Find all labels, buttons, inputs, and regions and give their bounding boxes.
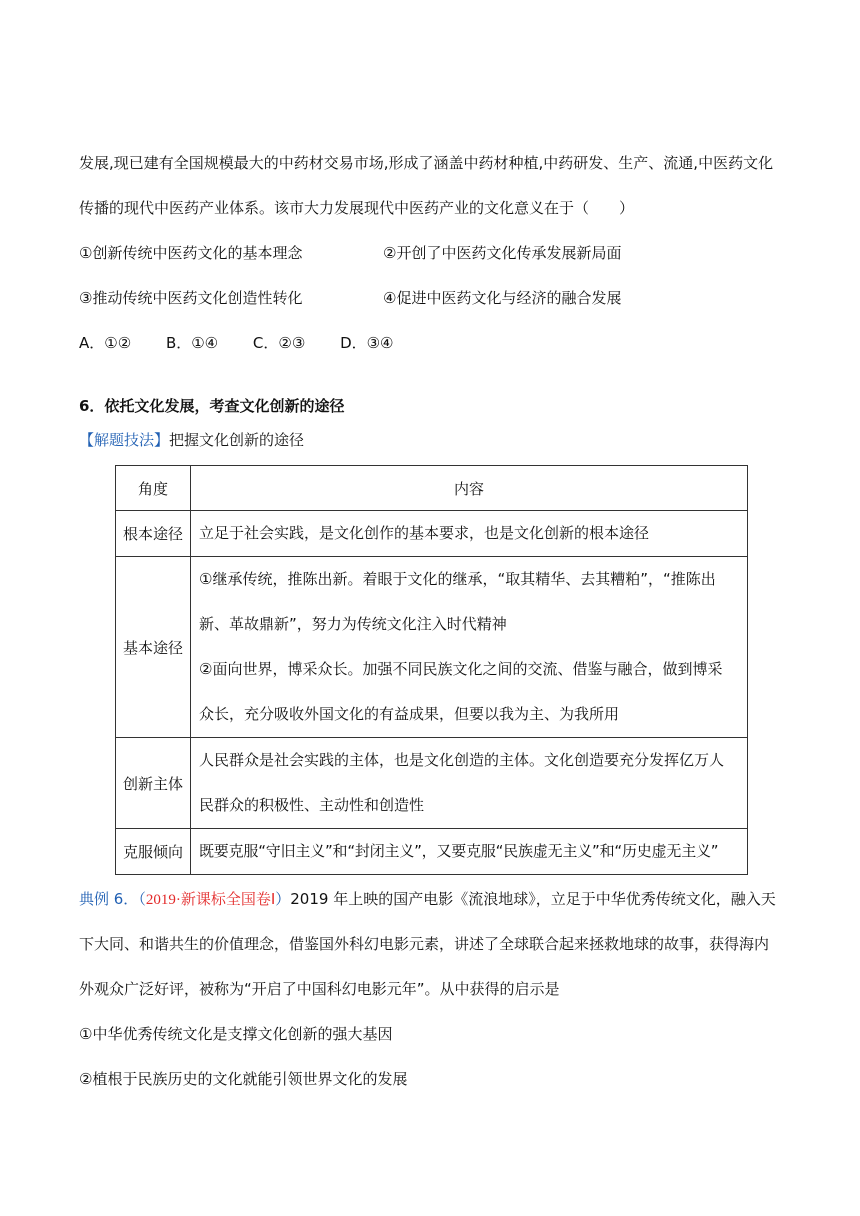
tip-text: 把握文化创新的途径	[169, 431, 305, 449]
table-row	[116, 511, 748, 557]
table-header-row	[116, 466, 748, 511]
row-content-line: 新、革故鼎新”，努力为传统文化注入时代精神	[199, 615, 507, 633]
choice-d: D．③④	[340, 334, 394, 352]
row-angle: 创新主体	[116, 738, 191, 829]
example-option-1: ①中华优秀传统文化是支撑文化创新的强大基因	[79, 1025, 393, 1043]
example-option-2: ②植根于民族历史的文化就能引领世界文化的发展	[79, 1070, 408, 1088]
row-content	[191, 557, 748, 738]
question-text-line: 传播的现代中医药产业体系。该市大力发展现代中医药产业的文化意义在于（ ）	[79, 199, 635, 217]
example-first-line	[79, 888, 776, 909]
row-content-line: 众长，充分吸收外国文化的有益成果，但要以我为主、为我所用	[199, 705, 620, 723]
table-row	[116, 738, 748, 829]
row-content-line: 人民群众是社会实践的主体，也是文化创造的主体。文化创造要充分发挥亿万人	[199, 751, 725, 769]
example-text: 2019 年上映的国产电影《流浪地球》，立足于中华优秀传统文化，融入天	[290, 890, 776, 908]
table-row	[116, 557, 748, 738]
source-close: ）	[275, 890, 291, 908]
example-label: 典例 6．	[79, 890, 139, 908]
source-open: （	[138, 890, 146, 908]
example-text-line: 外观众广泛好评，被称为“开启了中国科幻电影元年”。从中获得的启示是	[79, 980, 560, 998]
row-content-line: 民群众的积极性、主动性和创造性	[199, 796, 425, 814]
table-row	[116, 829, 748, 875]
row-content-line: ①继承传统，推陈出新。着眼于文化的继承，“取其精华、去其糟粕”，“推陈出	[199, 570, 716, 588]
section-heading: 6．依托文化发展，考查文化创新的途径	[79, 397, 345, 415]
answer-choices	[79, 332, 424, 353]
tip-line	[79, 429, 304, 450]
row-angle: 基本途径	[116, 557, 191, 738]
row-content	[191, 738, 748, 829]
choice-b: B．①④	[165, 334, 219, 352]
option-4: ④促进中医药文化与经济的融合发展	[383, 289, 622, 307]
question-text-line: 发展,现已建有全国规模最大的中药材交易市场,形成了涵盖中药材种植,中药研发、生产、流通,中医药文化	[79, 154, 774, 172]
example-source: 2019·新课标全国卷Ⅰ	[145, 892, 276, 908]
choice-a: A．①②	[79, 334, 132, 352]
row-content	[191, 829, 748, 875]
option-2: ②开创了中医药文化传承发展新局面	[383, 244, 622, 262]
option-3: ③推动传统中医药文化创造性转化	[79, 289, 303, 307]
row-angle: 根本途径	[116, 511, 191, 557]
example-text-line: 下大同、和谐共生的价值理念，借鉴国外科幻电影元素，讲述了全球联合起来拯救地球的故事，获得海内	[79, 935, 770, 953]
choice-c: C．②③	[252, 334, 306, 352]
row-angle: 克服倾向	[116, 829, 191, 875]
tip-label: 【解题技法】	[79, 431, 170, 449]
header-angle: 角度	[116, 466, 191, 511]
row-content-line: 既要克服“守旧主义”和“封闭主义”，又要克服“民族虚无主义”和“历史虚无主义”	[199, 842, 719, 860]
option-1: ①创新传统中医药文化的基本理念	[79, 244, 303, 262]
header-content: 内容	[191, 466, 748, 511]
row-content-line: ②面向世界，博采众长。加强不同民族文化之间的交流、借鉴与融合，做到博采	[199, 660, 723, 678]
row-content-line: 立足于社会实践，是文化创作的基本要求，也是文化创新的根本途径	[199, 524, 650, 542]
row-content	[191, 511, 748, 557]
method-table	[115, 465, 748, 875]
